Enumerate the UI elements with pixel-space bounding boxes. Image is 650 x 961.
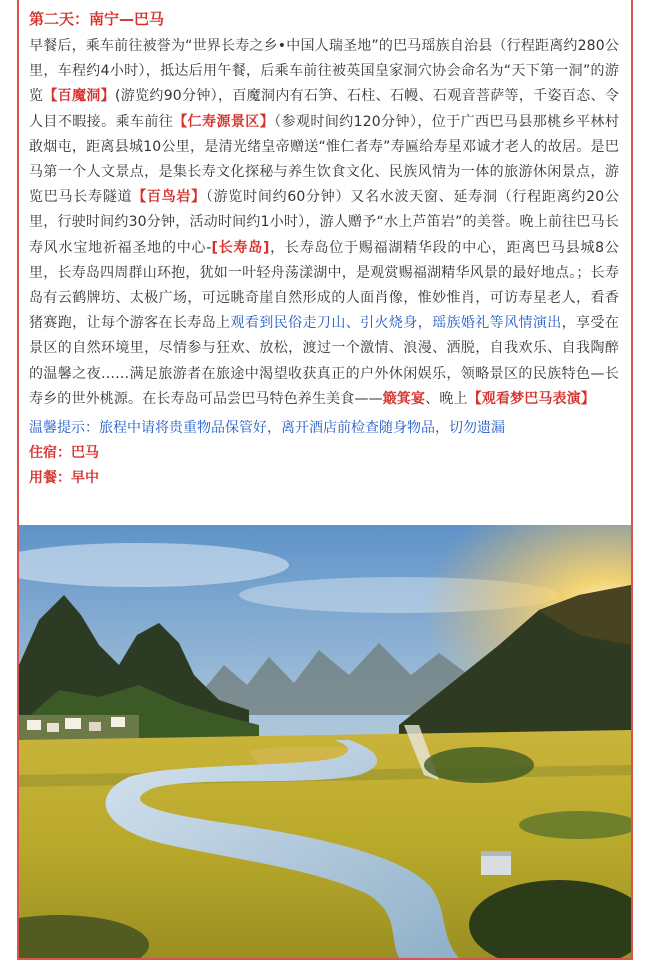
day-title: 第二天：南宁—巴马 [29, 10, 165, 28]
bama-landscape-photo [19, 525, 631, 958]
itinerary-content [19, 0, 631, 491]
spot-renshouyuan: 【仁寿源景区】 [173, 113, 275, 130]
itinerary-text-3: （参观时间约120分钟），位于广西巴马县那桃乡平林村敢烟屯，距离县城10公里，是清光绪皇帝赠送“惟仁者寿”寿匾给寿星邓诚才老人的故居。是巴马第一个人文景点，是集长寿文化探秘与养生饮食文化、民族风情为一体的旅游休闲景点，游览巴马长寿隧道 [29, 113, 619, 206]
itinerary-text-4: （游览时间约60分钟）又名水波天窗、延寿洞（行程距离约20公里，行驶时间约30分钟，活动时间约1小时），游人赠予“水上芦笛岩”的美誉。晚上前往巴马长寿风水宝地祈福圣地的中心- [29, 189, 619, 256]
folk-show-highlight: 观看到民俗走刀山、引火烧身，瑶族婚礼等风情演出 [230, 315, 562, 332]
itinerary-text-2: (游览约90分钟），百魔洞内有石笋、石柱、石幔、石观音菩萨等，千姿百态、令人目不暇接。乘车前往 [29, 88, 619, 130]
spot-baimo-cave: 【百魔洞】 [43, 88, 115, 105]
itinerary-text-5: ，长寿岛位于赐福湖精华段的中心，距离巴马县城8公里，长寿岛四周群山环抱，犹如一叶轻舟荡漾湖中，是观赏赐福湖精华风景的最好地点。；长寿岛有云鹤牌坊、太极广场，可远眺奇崖自然形成的人面肖像，惟妙惟肖，可访寿星老人，看香猪赛跑，让每个游客在长寿岛上 [29, 239, 619, 332]
itinerary-paragraph [29, 34, 619, 412]
itinerary-text-6: ，享受在景区的自然环境里，尽情参与狂欢、放松，渡过一个激情、浪漫、洒脱，自我欢乐、自我陶醉的温馨之夜……满足旅游者在旅途中渴望收获真正的户外休闲娱乐，领略景区的民族特色—长寿乡的世外桃源。在长寿岛可品尝巴马特色养生美食—— [29, 315, 619, 407]
itinerary-text-7: 、晚上 [425, 390, 468, 407]
spot-bainiao-rock: 【百鸟岩】 [132, 189, 206, 206]
tips-text: 温馨提示：旅程中请将贵重物品保管好，离开酒店前检查随身物品，切勿遗漏 [29, 420, 505, 437]
meals-info: 用餐：早中 [29, 470, 99, 487]
spot-longevity-island: [长寿岛] [211, 239, 270, 256]
spot-bama-show: 【观看梦巴马表演】 [467, 390, 596, 407]
itinerary-text-1: 早餐后，乘车前往被誉为“世界长寿之乡•中国人瑞圣地”的巴马瑶族自治县（行程距离约280公里，车程约4小时），抵达后用午餐，后乘车前往被英国皇家洞穴协会命名为“天下第一洞”的游览 [29, 38, 619, 105]
lodging-info: 住宿：巴马 [29, 445, 99, 462]
content-frame [17, 0, 633, 960]
spot-boji-banquet: 簸箕宴 [382, 390, 426, 407]
